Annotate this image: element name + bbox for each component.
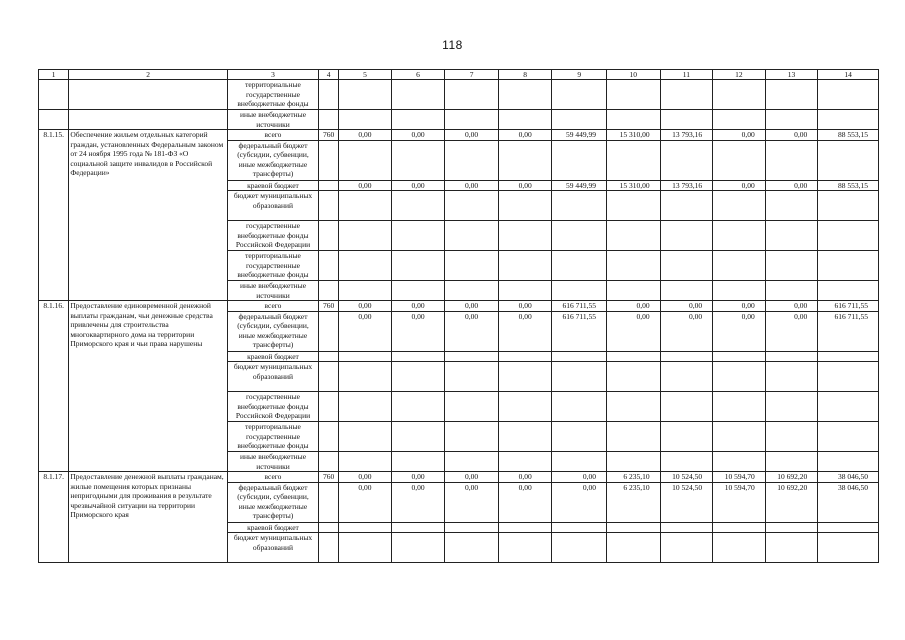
value-cell — [607, 221, 661, 251]
grbs-code: 760 — [318, 130, 338, 141]
value-cell: 0,00 — [498, 180, 552, 191]
value-cell: 0,00 — [339, 180, 392, 191]
value-cell — [391, 351, 445, 362]
grbs-code: 760 — [318, 472, 338, 483]
name-cell — [69, 80, 228, 110]
value-cell — [339, 452, 392, 472]
funding-source: иные внебюджетные источники — [228, 281, 319, 301]
funding-source: бюджет муниципальных образований — [228, 191, 319, 221]
value-cell — [391, 140, 445, 180]
value-cell: 616 711,55 — [818, 311, 879, 351]
column-number: 12 — [713, 70, 766, 80]
value-cell — [498, 533, 552, 563]
value-cell: 0,00 — [660, 301, 713, 312]
value-cell: 0,00 — [552, 472, 607, 483]
grbs-code — [318, 191, 338, 221]
value-cell — [498, 110, 552, 130]
value-cell — [445, 452, 499, 472]
grbs-code — [318, 392, 338, 422]
column-number: 2 — [69, 70, 228, 80]
grbs-code — [318, 351, 338, 362]
value-cell — [318, 110, 338, 130]
value-cell: 0,00 — [713, 180, 766, 191]
value-cell — [607, 362, 661, 392]
value-cell: 88 553,15 — [818, 130, 879, 141]
value-cell — [713, 221, 766, 251]
value-cell — [498, 362, 552, 392]
value-cell — [339, 251, 392, 281]
value-cell — [765, 392, 818, 422]
value-cell — [552, 422, 607, 452]
measure-code: 8.1.17. — [39, 472, 69, 563]
column-number: 9 — [552, 70, 607, 80]
value-cell — [339, 281, 392, 301]
continuation-row — [39, 80, 879, 110]
value-cell — [607, 422, 661, 452]
measure-name: Предоставление единовременной денежной выплаты гражданам, чьи денежные средства привлечены для строительства многоквартирного дома на территории Приморского края и чьи права нарушены — [69, 301, 228, 472]
name-cell — [69, 110, 228, 130]
value-cell — [498, 452, 552, 472]
value-cell — [339, 110, 392, 130]
value-cell — [765, 191, 818, 221]
value-cell — [607, 533, 661, 563]
funding-source: краевой бюджет — [228, 180, 319, 191]
value-cell — [339, 422, 392, 452]
value-cell — [552, 251, 607, 281]
value-cell — [552, 140, 607, 180]
value-cell — [818, 191, 879, 221]
value-cell — [765, 522, 818, 533]
value-cell: 10 594,70 — [713, 472, 766, 483]
column-number: 1 — [39, 70, 69, 80]
value-cell — [339, 392, 392, 422]
grbs-code — [318, 522, 338, 533]
value-cell: 0,00 — [607, 301, 661, 312]
value-cell — [339, 362, 392, 392]
funding-source: всего — [228, 301, 319, 312]
column-number: 3 — [228, 70, 319, 80]
value-cell — [391, 422, 445, 452]
value-cell: 0,00 — [391, 482, 445, 522]
budget-table — [38, 69, 879, 563]
value-cell: 0,00 — [498, 301, 552, 312]
value-cell — [660, 251, 713, 281]
column-number: 4 — [318, 70, 338, 80]
continuation-row — [39, 110, 879, 130]
value-cell: 59 449,99 — [552, 180, 607, 191]
value-cell: 10 524,50 — [660, 482, 713, 522]
value-cell — [713, 110, 766, 130]
value-cell — [391, 362, 445, 392]
value-cell — [498, 140, 552, 180]
value-cell — [339, 140, 392, 180]
funding-source: бюджет муниципальных образований — [228, 533, 319, 563]
value-cell: 6 235,10 — [607, 482, 661, 522]
value-cell — [818, 221, 879, 251]
value-cell — [713, 392, 766, 422]
value-cell — [552, 110, 607, 130]
value-cell — [765, 281, 818, 301]
value-cell — [765, 251, 818, 281]
value-cell — [445, 221, 499, 251]
value-cell — [552, 80, 607, 110]
measure-code: 8.1.16. — [39, 301, 69, 472]
grbs-code — [318, 422, 338, 452]
value-cell: 616 711,55 — [818, 301, 879, 312]
column-number: 5 — [339, 70, 392, 80]
value-cell — [339, 533, 392, 563]
value-cell — [818, 422, 879, 452]
value-cell — [660, 191, 713, 221]
column-number: 13 — [765, 70, 818, 80]
page-number: 118 — [442, 38, 463, 52]
value-cell: 0,00 — [498, 311, 552, 351]
value-cell — [445, 281, 499, 301]
value-cell — [713, 351, 766, 362]
value-cell: 38 046,50 — [818, 472, 879, 483]
value-cell — [765, 422, 818, 452]
funding-source: краевой бюджет — [228, 351, 319, 362]
value-cell: 0,00 — [765, 311, 818, 351]
value-cell: 0,00 — [445, 482, 499, 522]
value-cell — [713, 80, 766, 110]
value-cell: 0,00 — [391, 472, 445, 483]
value-cell: 0,00 — [339, 482, 392, 522]
table-row — [39, 130, 879, 141]
value-cell — [445, 362, 499, 392]
value-cell: 0,00 — [713, 130, 766, 141]
table-row — [39, 472, 879, 483]
value-cell — [660, 351, 713, 362]
value-cell — [498, 392, 552, 422]
value-cell — [391, 281, 445, 301]
value-cell: 0,00 — [339, 301, 392, 312]
value-cell — [765, 140, 818, 180]
code-cell — [39, 110, 69, 130]
value-cell: 0,00 — [765, 301, 818, 312]
value-cell — [818, 452, 879, 472]
value-cell — [339, 221, 392, 251]
funding-source: федеральный бюджет (субсидии, субвенции, иные межбюджетные трансферты) — [228, 482, 319, 522]
measure-name: Предоставление денежной выплаты гражданам, жилые помещения которых признаны непригодными для проживания в результате чрезвычайной ситуации на территории Приморского края — [69, 472, 228, 563]
value-cell — [818, 392, 879, 422]
value-cell — [765, 362, 818, 392]
column-number: 10 — [607, 70, 661, 80]
value-cell — [818, 281, 879, 301]
value-cell — [765, 452, 818, 472]
value-cell — [713, 522, 766, 533]
value-cell: 88 553,15 — [818, 180, 879, 191]
grbs-code — [318, 482, 338, 522]
value-cell — [765, 221, 818, 251]
value-cell — [391, 110, 445, 130]
value-cell — [552, 351, 607, 362]
value-cell — [607, 110, 661, 130]
value-cell — [445, 110, 499, 130]
value-cell — [818, 110, 879, 130]
value-cell — [818, 140, 879, 180]
value-cell: 616 711,55 — [552, 301, 607, 312]
funding-source: территориальные государственные внебюджетные фонды — [228, 422, 319, 452]
value-cell: 0,00 — [445, 301, 499, 312]
value-cell — [552, 191, 607, 221]
column-number: 6 — [391, 70, 445, 80]
value-cell — [713, 533, 766, 563]
column-number: 8 — [498, 70, 552, 80]
value-cell: 0,00 — [445, 130, 499, 141]
value-cell: 616 711,55 — [552, 311, 607, 351]
value-cell — [607, 191, 661, 221]
value-cell: 0,00 — [498, 130, 552, 141]
value-cell: 0,00 — [339, 472, 392, 483]
value-cell: 13 793,16 — [660, 130, 713, 141]
value-cell: 0,00 — [391, 180, 445, 191]
value-cell — [765, 110, 818, 130]
value-cell — [713, 281, 766, 301]
funding-source: государственные внебюджетные фонды Российской Федерации — [228, 221, 319, 251]
value-cell — [391, 533, 445, 563]
value-cell — [713, 251, 766, 281]
value-cell — [660, 392, 713, 422]
value-cell — [607, 392, 661, 422]
value-cell — [818, 80, 879, 110]
value-cell: 13 793,16 — [660, 180, 713, 191]
funding-source: территориальные государственные внебюджетные фонды — [228, 251, 319, 281]
value-cell: 10 692,20 — [765, 482, 818, 522]
value-cell — [552, 533, 607, 563]
value-cell — [445, 140, 499, 180]
value-cell — [445, 80, 499, 110]
value-cell — [391, 452, 445, 472]
grbs-code — [318, 362, 338, 392]
table-row — [39, 301, 879, 312]
value-cell — [607, 452, 661, 472]
source-cell: иные внебюджетные источники — [228, 110, 319, 130]
grbs-code — [318, 533, 338, 563]
table-body — [39, 70, 879, 563]
value-cell — [818, 522, 879, 533]
value-cell — [660, 362, 713, 392]
value-cell: 0,00 — [445, 311, 499, 351]
grbs-code — [318, 281, 338, 301]
value-cell: 0,00 — [552, 482, 607, 522]
value-cell: 38 046,50 — [818, 482, 879, 522]
grbs-code — [318, 452, 338, 472]
funding-source: бюджет муниципальных образований — [228, 362, 319, 392]
value-cell — [498, 251, 552, 281]
value-cell — [607, 140, 661, 180]
value-cell: 10 594,70 — [713, 482, 766, 522]
value-cell — [552, 221, 607, 251]
measure-code: 8.1.15. — [39, 130, 69, 301]
value-cell — [498, 191, 552, 221]
value-cell — [391, 251, 445, 281]
value-cell: 0,00 — [498, 472, 552, 483]
value-cell: 0,00 — [765, 180, 818, 191]
measure-name: Обеспечение жильем отдельных категорий граждан, установленных Федеральным законом от 24 ноября 1995 года № 181-ФЗ «О социальной защите инвалидов в Российской Федерации» — [69, 130, 228, 301]
value-cell — [713, 191, 766, 221]
value-cell: 0,00 — [765, 130, 818, 141]
value-cell — [339, 351, 392, 362]
funding-source: всего — [228, 130, 319, 141]
value-cell — [552, 522, 607, 533]
value-cell: 0,00 — [391, 301, 445, 312]
value-cell — [818, 362, 879, 392]
value-cell — [713, 422, 766, 452]
value-cell — [445, 533, 499, 563]
value-cell — [552, 281, 607, 301]
value-cell — [818, 533, 879, 563]
value-cell — [713, 452, 766, 472]
value-cell: 15 310,00 — [607, 130, 661, 141]
grbs-code — [318, 180, 338, 191]
value-cell — [607, 351, 661, 362]
grbs-code: 760 — [318, 301, 338, 312]
value-cell: 0,00 — [660, 311, 713, 351]
value-cell: 0,00 — [607, 311, 661, 351]
value-cell — [552, 392, 607, 422]
value-cell — [660, 140, 713, 180]
grbs-code — [318, 251, 338, 281]
column-number: 14 — [818, 70, 879, 80]
value-cell: 6 235,10 — [607, 472, 661, 483]
value-cell — [445, 251, 499, 281]
grbs-code — [318, 140, 338, 180]
value-cell — [391, 80, 445, 110]
grbs-code — [318, 221, 338, 251]
value-cell — [552, 452, 607, 472]
funding-source: федеральный бюджет (субсидии, субвенции, иные межбюджетные трансферты) — [228, 140, 319, 180]
value-cell — [318, 80, 338, 110]
value-cell — [339, 80, 392, 110]
value-cell: 10 524,50 — [660, 472, 713, 483]
column-numbers-row — [39, 70, 879, 80]
value-cell — [498, 351, 552, 362]
value-cell — [660, 110, 713, 130]
value-cell: 10 692,20 — [765, 472, 818, 483]
value-cell — [498, 422, 552, 452]
value-cell — [660, 281, 713, 301]
value-cell — [607, 251, 661, 281]
value-cell — [339, 522, 392, 533]
value-cell — [607, 281, 661, 301]
source-cell: территориальные государственные внебюджетные фонды — [228, 80, 319, 110]
funding-source: государственные внебюджетные фонды Российской Федерации — [228, 392, 319, 422]
code-cell — [39, 80, 69, 110]
value-cell — [445, 422, 499, 452]
value-cell — [391, 522, 445, 533]
value-cell — [660, 221, 713, 251]
value-cell: 0,00 — [391, 130, 445, 141]
value-cell — [445, 522, 499, 533]
value-cell — [498, 281, 552, 301]
column-number: 11 — [660, 70, 713, 80]
value-cell: 15 310,00 — [607, 180, 661, 191]
value-cell — [713, 362, 766, 392]
value-cell — [445, 392, 499, 422]
value-cell: 59 449,99 — [552, 130, 607, 141]
value-cell — [498, 522, 552, 533]
value-cell: 0,00 — [713, 311, 766, 351]
value-cell — [607, 522, 661, 533]
value-cell: 0,00 — [445, 472, 499, 483]
funding-source: всего — [228, 472, 319, 483]
value-cell — [607, 80, 661, 110]
funding-source: федеральный бюджет (субсидии, субвенции, иные межбюджетные трансферты) — [228, 311, 319, 351]
funding-source: краевой бюджет — [228, 522, 319, 533]
value-cell — [818, 251, 879, 281]
value-cell: 0,00 — [339, 311, 392, 351]
value-cell: 0,00 — [391, 311, 445, 351]
value-cell — [445, 351, 499, 362]
value-cell — [660, 422, 713, 452]
value-cell — [660, 80, 713, 110]
column-number: 7 — [445, 70, 499, 80]
value-cell — [818, 351, 879, 362]
value-cell — [660, 522, 713, 533]
grbs-code — [318, 311, 338, 351]
funding-source: иные внебюджетные источники — [228, 452, 319, 472]
value-cell: 0,00 — [498, 482, 552, 522]
value-cell — [498, 80, 552, 110]
value-cell — [445, 191, 499, 221]
value-cell — [391, 221, 445, 251]
value-cell — [391, 191, 445, 221]
value-cell — [660, 452, 713, 472]
value-cell: 0,00 — [339, 130, 392, 141]
value-cell — [765, 533, 818, 563]
value-cell — [660, 533, 713, 563]
value-cell — [552, 362, 607, 392]
value-cell — [713, 140, 766, 180]
value-cell — [765, 80, 818, 110]
value-cell: 0,00 — [713, 301, 766, 312]
value-cell — [765, 351, 818, 362]
value-cell — [339, 191, 392, 221]
value-cell: 0,00 — [445, 180, 499, 191]
value-cell — [391, 392, 445, 422]
value-cell — [498, 221, 552, 251]
